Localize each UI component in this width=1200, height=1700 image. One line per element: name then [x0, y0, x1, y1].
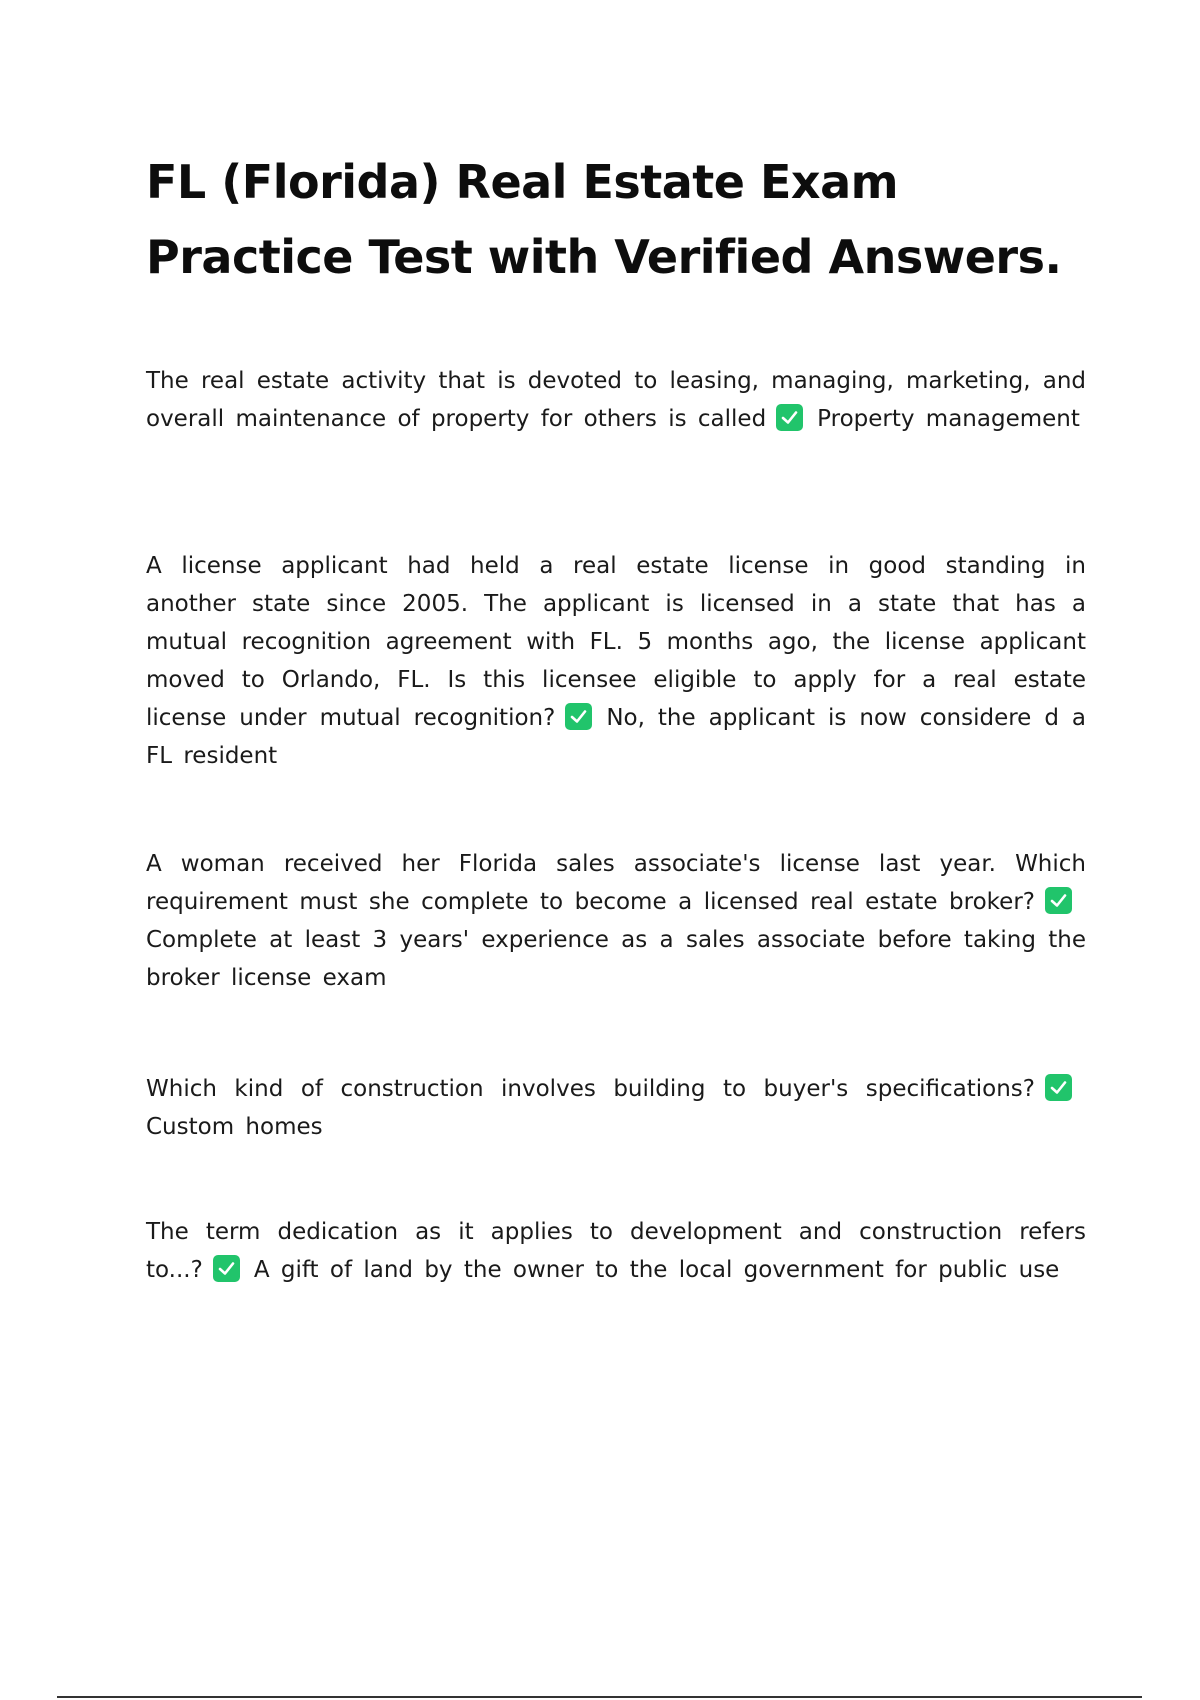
checkmark-box-icon: [213, 1255, 240, 1282]
question-text: The term dedication as it applies to development and construction refers to...?: [146, 1219, 1086, 1283]
qa-item-4: [146, 1070, 1086, 1146]
answer-text: Custom homes: [146, 1114, 323, 1140]
checkmark-box-icon: [1045, 887, 1072, 914]
question-text: A license applicant had held a real estate license in good standing in another state since 2005. The applicant is licensed in a state that has a mutual recognition agreement with FL. 5 months ago, the license applicant moved to Orlando, FL. Is this licensee eligible to apply for a real estate license under mutual recognition?: [146, 553, 1086, 731]
page-title: FL (Florida) Real Estate Exam Practice Test with Verified Answers.: [146, 155, 1062, 284]
question-text: The real estate activity that is devoted to leasing, managing, marketing, and overall maintenance of property for others is called: [146, 368, 1086, 432]
answer-text: Property management: [817, 406, 1080, 432]
qa-item-2: [146, 547, 1086, 775]
answer-text: No, the applicant is now considere d a FL resident: [146, 705, 1086, 769]
question-text: A woman received her Florida sales associate's license last year. Which requirement must she complete to become a licensed real estate broker?: [146, 851, 1086, 915]
footer-divider: [57, 1696, 1142, 1698]
checkmark-box-icon: [565, 703, 592, 730]
qa-item-1: [146, 362, 1086, 438]
qa-item-5: [146, 1213, 1086, 1289]
checkmark-box-icon: [776, 404, 803, 431]
answer-text: A gift of land by the owner to the local government for public use: [253, 1257, 1060, 1283]
qa-item-3: [146, 845, 1086, 997]
checkmark-box-icon: [1045, 1074, 1072, 1101]
question-text: Which kind of construction involves building to buyer's specifications?: [146, 1076, 1035, 1102]
answer-text: Complete at least 3 years' experience as a sales associate before taking the broker license exam: [146, 927, 1086, 991]
